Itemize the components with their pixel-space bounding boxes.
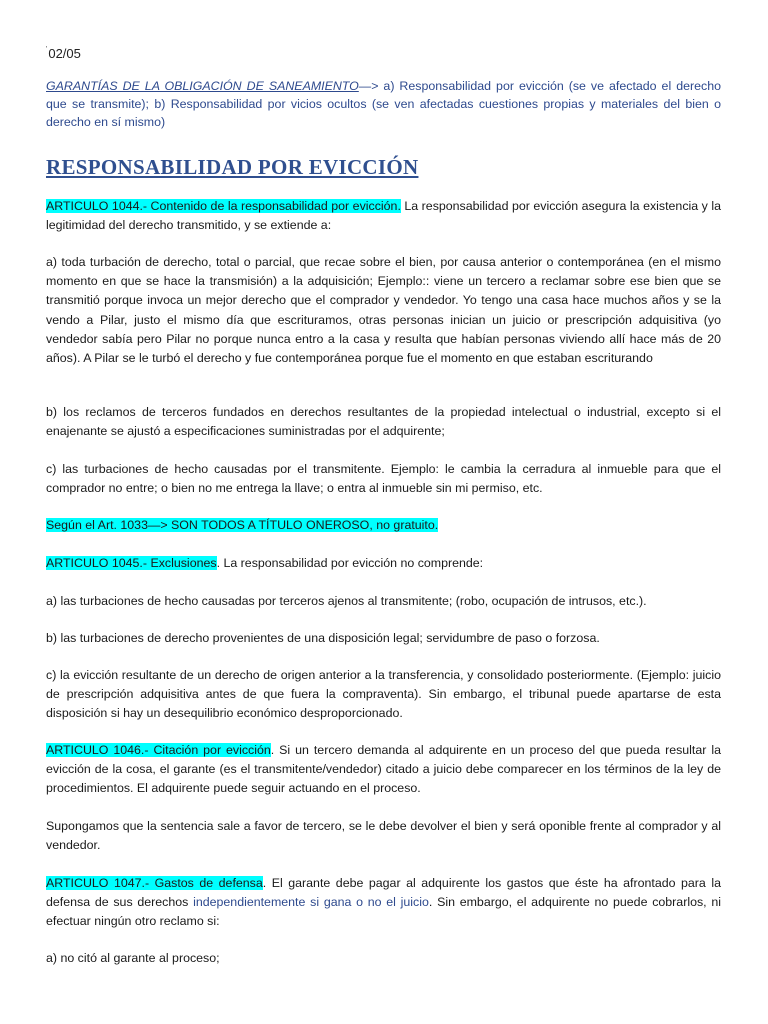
note-article-1033-highlight: Según el Art. 1033—> SON TODOS A TÍTULO ONEROSO, no gratuito. [46,518,439,532]
article-1047-text-1: . El garante debe pagar al adquirente los gastos que éste ha afrontado para la defensa de sus derechos [46,876,721,910]
article-1047-item-a: a) no citó al garante al proceso; [46,951,220,965]
suppose-paragraph: Supongamos que la sentencia sale a favor de tercero, se le debe devolver el bien y será oponible frente al comprador y al vendedor. [46,819,721,853]
date-line [46,46,81,61]
article-1045-text: . La responsabilidad por evicción no comprende: [216,556,484,570]
article-1047-paragraph [46,874,721,932]
intro-text: —> a) Responsabilidad por evicción (se ve afectado el derecho que se transmite); b) Responsabilidad por vicios ocultos (se ven afectadas cuestiones propias y materiales del bien o derecho en sí mismo) [46,79,721,129]
article-1045-item-a: a) las turbaciones de hecho causadas por terceros ajenos al transmitente; (robo, ocupación de intrusos, etc.). [46,594,647,608]
date-text: 02/05 [48,46,81,61]
section-title: RESPONSABILIDAD POR EVICCIÓN [46,155,419,179]
article-1044-item-b: b) los reclamos de terceros fundados en derechos resultantes de la propiedad intelectual o industrial, excepto si el enajenante se ajustó a especificaciones suministradas por el adquirente; [46,405,721,439]
article-1044-item-a: a) toda turbación de derecho, total o parcial, que recae sobre el bien, por causa anterior o contemporánea (en el mismo momento en que se hace la transmisión) a la adquisición; Ejemplo:: viene un tercero a reclamar sobre ese bien que se transmitió porque invoca un mejor derecho que el comprador y vendedor. Yo tengo una casa hace muchos años y se la vendo a Pilar, justo el mismo día que escrituramos, otras personas inician un juicio or prescripción adquisitiva (yo vendedor sabía pero Pilar no porque nunca entro a la casa y resulta que habían personas viviendo allí hace más de 20 años). A Pilar se le turbó el derecho y fue contemporánea porque fue el momento en que estaban escriturando [46,255,721,366]
guarantees-link[interactable]: GARANTÍAS DE LA OBLIGACIÓN DE SANEAMIENTO [46,79,359,93]
article-1045-item-b: b) las turbaciones de derecho provenientes de una disposición legal; servidumbre de paso o forzosa. [46,631,600,645]
article-1045-heading: ARTICULO 1045.- Exclusiones [46,556,217,570]
note-article-1033 [46,516,721,535]
article-1047-blue-text: independientemente si gana o no el juicio [193,895,429,910]
article-1047-heading: ARTICULO 1047.- Gastos de defensa [46,876,263,890]
article-1045-item-c: c) la evicción resultante de un derecho de origen anterior a la transferencia, y consolidado posteriormente. (Ejemplo: juicio de prescripción adquisitiva antes de que fuera la compraventa). Sin embargo, el tribunal puede apartarse de esta disposición si hay un desequilibrio económico desproporcionado. [46,668,721,721]
article-1044-text: La responsabilidad por evicción asegura la existencia y la legitimidad del derecho transmitido, y se extiende a: [46,199,722,233]
intro-paragraph [46,77,721,131]
article-1047-text-2: . Sin embargo, el adquirente no puede cobrarlos, ni efectuar ningún otro reclamo si: [46,895,721,929]
article-1044-paragraph [46,197,721,235]
article-1044-item-c: c) las turbaciones de hecho causadas por el transmitente. Ejemplo: le cambia la cerradura al inmueble para que el comprador no entre; o bien no me entrega la llave; o entra al inmueble sin mi permiso, etc. [46,462,721,496]
date-tick-mark: ' [46,46,48,53]
article-1045-paragraph [46,554,721,573]
article-1044-heading: ARTICULO 1044.- Contenido de la responsabilidad por evicción. [46,199,401,213]
article-1046-heading: ARTICULO 1046.- Citación por evicción [46,743,271,757]
article-1046-paragraph [46,741,721,799]
article-1046-text: . Si un tercero demanda al adquirente en un proceso del que pueda resultar la evicción de la cosa, el garante (es el transmitente/vendedor) citado a juicio debe comparecer en los términos de la ley de procedimientos. El adquirente puede seguir actuando en el proceso. [46,743,721,796]
